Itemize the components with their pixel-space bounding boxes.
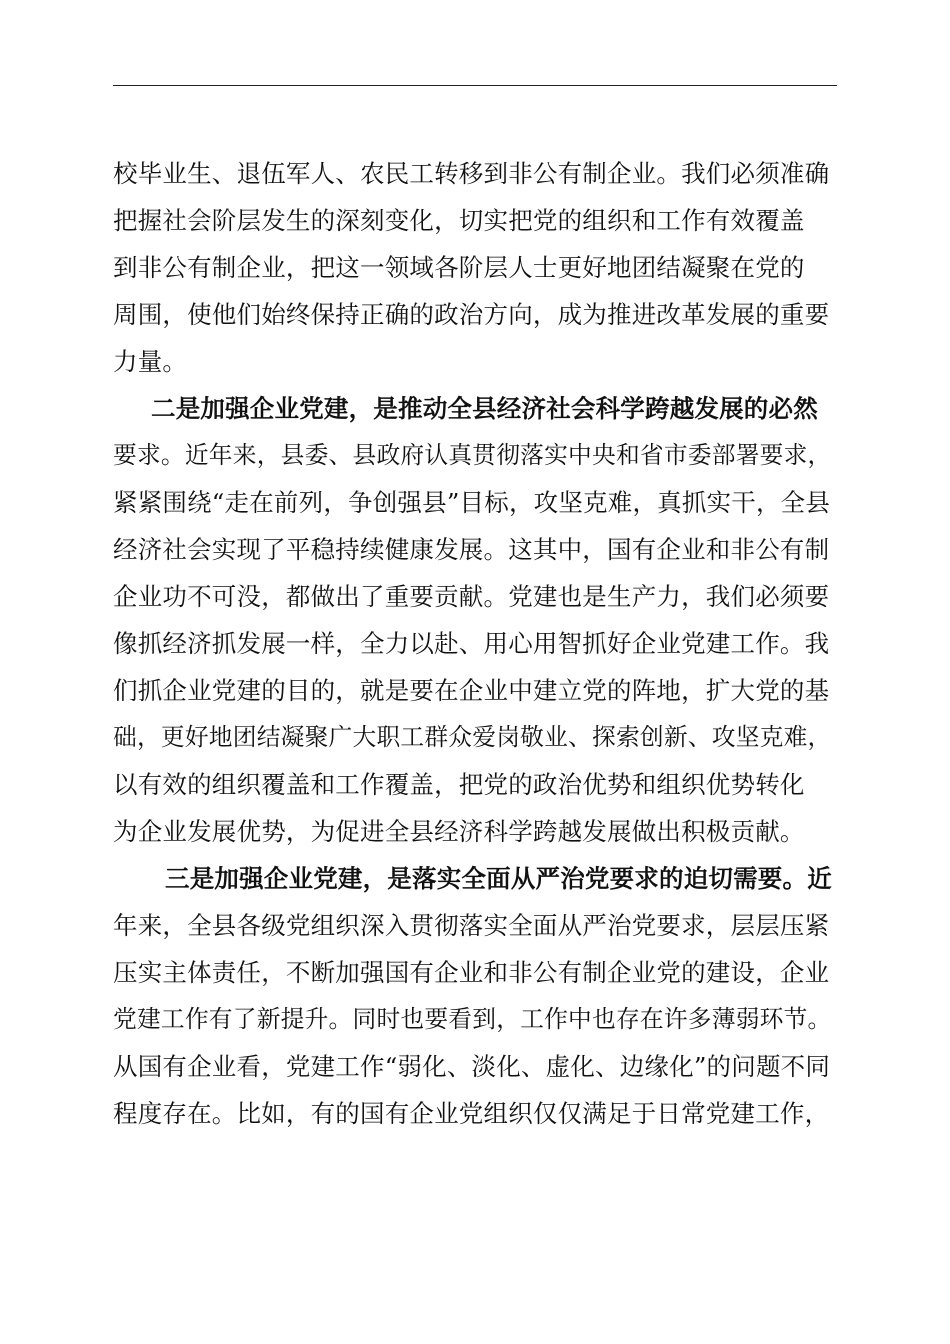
paragraph-lead-sentence: 三是加强企业党建，是落实全面从严治党要求的迫切需要。近 <box>165 864 832 893</box>
text-line: 力量。 <box>113 347 188 376</box>
text-line: 紧紧围绕“走在前列，争创强县”目标，攻坚克难，真抓实干，全县 <box>113 488 831 517</box>
text-line: 们抓企业党建的目的，就是要在企业中建立党的阵地，扩大党的基 <box>113 676 830 705</box>
text-line: 从国有企业看，党建工作“弱化、淡化、虚化、边缘化”的问题不同 <box>113 1052 831 1081</box>
text-line: 压实主体责任，不断加强国有企业和非公有制企业党的建设，企业 <box>113 958 830 987</box>
text-line: 年来，全县各级党组织深入贯彻落实全面从严治党要求，层层压紧 <box>113 911 830 940</box>
text-line: 企业功不可没，都做出了重要贡献。党建也是生产力，我们必须要 <box>113 582 830 611</box>
paragraph-2 <box>113 385 837 855</box>
paragraph-3 <box>113 855 837 1137</box>
text-line: 要求。近年来，县委、县政府认真贯彻落实中央和省市委部署要求， <box>113 441 832 469</box>
text-line: 础，更好地团结凝聚广大职工群众爱岗敬业、探索创新、攻坚克难， <box>113 723 832 751</box>
paragraph-1 <box>113 150 837 385</box>
text-line: 程度存在。比如，有的国有企业党组织仅仅满足于日常党建工作， <box>113 1099 830 1128</box>
text-line: 把握社会阶层发生的深刻变化，切实把党的组织和工作有效覆盖 <box>113 206 805 235</box>
text-line: 为企业发展优势，为促进全县经济科学跨越发展做出积极贡献。 <box>113 817 805 846</box>
header-rule <box>113 85 837 86</box>
document-body <box>113 150 837 1137</box>
text-line: 党建工作有了新提升。同时也要看到，工作中也存在许多薄弱环节。 <box>113 1005 832 1033</box>
text-line: 校毕业生、退伍军人、农民工转移到非公有制企业。我们必须准确 <box>113 159 830 188</box>
text-line: 以有效的组织覆盖和工作覆盖，把党的政治优势和组织优势转化 <box>113 770 805 799</box>
text-line: 像抓经济抓发展一样，全力以赴、用心用智抓好企业党建工作。我 <box>113 629 830 658</box>
text-line: 周围，使他们始终保持正确的政治方向，成为推进改革发展的重要 <box>113 300 830 329</box>
text-line: 经济社会实现了平稳持续健康发展。这其中，国有企业和非公有制 <box>113 535 830 564</box>
text-line: 到非公有制企业，把这一领域各阶层人士更好地团结凝聚在党的 <box>113 253 805 282</box>
paragraph-lead-sentence: 二是加强企业党建，是推动全县经济社会科学跨越发展的必然 <box>151 394 818 423</box>
